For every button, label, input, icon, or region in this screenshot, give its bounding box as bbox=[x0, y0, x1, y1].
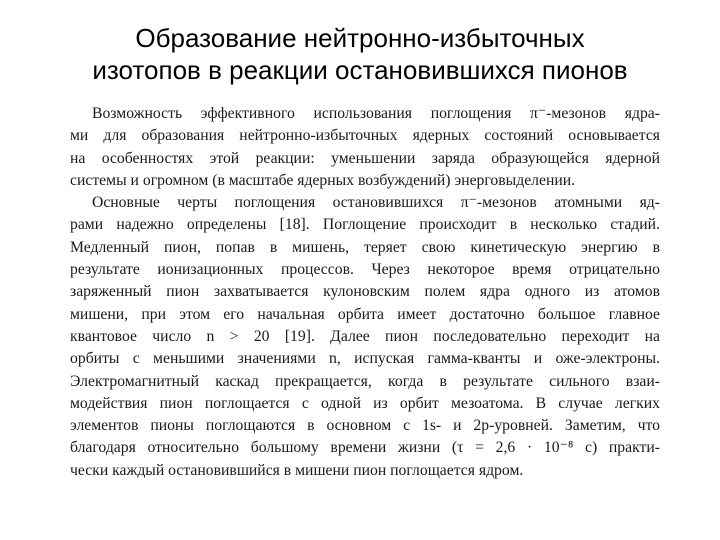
body-line: Возможность эффективного использования поглощения π⁻-мезонов ядра- bbox=[92, 105, 660, 122]
body-line: квантовое число n > 20 [19]. Далее пион последовательно переходит на bbox=[70, 327, 660, 345]
body-line: рами надежно определены [18]. Поглощение происходит в несколько стадий. bbox=[70, 216, 660, 234]
body-line: результате ионизационных процессов. Через некоторое время отрицательно bbox=[70, 261, 660, 279]
body-line: Электромагнитный каскад прекращается, когда в результате сильного взаи- bbox=[70, 372, 660, 390]
body-text bbox=[70, 103, 660, 482]
title-line-2: изотопов в реакции остановившихся пионов bbox=[92, 55, 628, 85]
body-line: Медленный пион, попав в мишень, теряет свою кинетическую энергию в bbox=[70, 238, 660, 256]
title-line-1: Образование нейтронно-избыточных bbox=[135, 23, 585, 53]
body-line: модействия пион поглощается с одной из орбит мезоатома. В случае легких bbox=[70, 394, 660, 412]
body-line: Основные черты поглощения остановившихся π⁻-мезонов атомными яд- bbox=[92, 194, 660, 212]
body-line: ми для образования нейтронно-избыточных ядерных состояний основывается bbox=[70, 127, 660, 145]
body-line: элементов пионы поглощаются в основном с 1s- и 2p-уровней. Заметим, что bbox=[70, 417, 660, 435]
body-line: мишени, при этом его начальная орбита имеет достаточно большое главное bbox=[70, 305, 660, 323]
body-line: на особенностях этой реакции: уменьшении заряда образующейся ядерной bbox=[70, 149, 660, 167]
body-line: благодаря относительно большому времени жизни (τ = 2,6 · 10⁻⁸ с) практи- bbox=[70, 439, 660, 457]
slide-title bbox=[40, 22, 680, 86]
body-line: чески каждый остановившийся в мишени пион поглощается ядром. bbox=[70, 461, 524, 479]
body-line: орбиты с меньшими значениями n, испуская гамма-кванты и оже-электроны. bbox=[70, 350, 660, 368]
body-line: системы и огромном (в масштабе ядерных возбуждений) энерговыделении. bbox=[70, 171, 576, 189]
body-line: заряженный пион захватывается кулоновским полем ядра одного из атомов bbox=[70, 283, 660, 301]
